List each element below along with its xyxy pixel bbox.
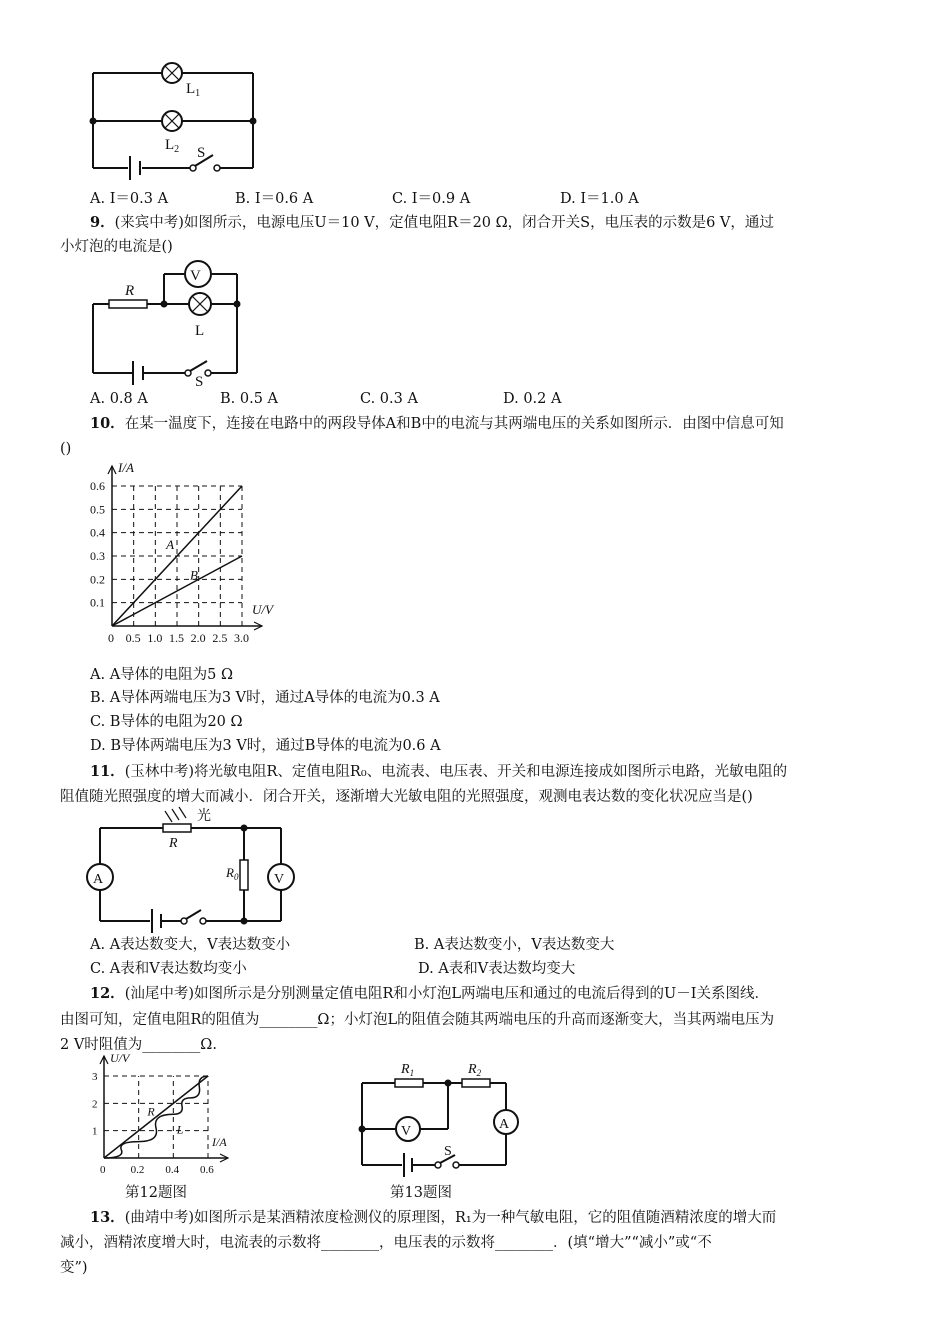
svg-text:V: V [401,1124,412,1139]
ammeter-icon [494,1110,518,1134]
x-tick-label: 1.0 [147,631,163,645]
voltmeter-icon [396,1117,420,1141]
q11-stem-line1: 11．(玉林中考)将光敏电阻R、定值电阻R₀、电流表、电压表、开关和电源连接成如图所示电路，光敏电阻的 [90,763,788,780]
y-tick-label: 0.4 [90,525,105,540]
q11-option-a: A. A表达数变大，V表达数变小 [90,937,291,953]
label-r0: $R_0$ [226,865,239,882]
x-tick-label: 2.5 [212,631,228,645]
q12-stem-line1: 12．(汕尾中考)如图所示是分别测量定值电阻R和小灯泡L两端电压和通过的电流后得到的U－I关系图线． [90,985,769,1002]
label-s: S [444,1144,452,1159]
y-tick-label: 2 [92,1098,98,1111]
q8-option-b: B. I＝0.6 A [235,191,314,207]
label-light: 光 [197,809,211,824]
x-axis-title: U/V [252,602,273,617]
lamp-l-icon [189,293,211,315]
q9-option-c: C. 0.3 A [360,391,418,407]
q9-option-a: A. 0.8 A [90,391,148,407]
q13-stem-line1: 13．(曲靖中考)如图所示是某酒精浓度检测仪的原理图，R₁为一种气敏电阻，它的阻值随酒精浓度的增大而 [90,1209,777,1226]
label-r: R [125,283,135,299]
q11-option-d: D. A表和V表达数均变大 [418,961,576,977]
y-tick-label: 0.6 [90,479,105,493]
x-tick-label: 0.6 [200,1164,214,1176]
label-r2: $R_2$ [468,1062,482,1078]
series-label-l: L [176,1122,184,1137]
y-axis-title: I/A [118,460,134,475]
q12-ui-chart [85,1051,245,1176]
y-tick-label: 1 [92,1125,98,1138]
label-r1: $R_1$ [401,1062,415,1078]
resistor-r2 [462,1079,490,1087]
series-label-b: B [190,567,198,583]
q13-stem-line2: 减小，酒精浓度增大时，电流表的示数将________，电压表的示数将________．(填“增大”“减小”或“不 [60,1235,712,1251]
svg-text:A: A [499,1117,510,1132]
q13-stem-line3: 变”) [60,1260,88,1276]
x-tick-label: 0.4 [165,1164,180,1176]
y-tick-label: 0.2 [90,572,105,587]
q8-option-c: C. I＝0.9 A [392,191,471,207]
label-l2: $L_2$ [165,137,180,155]
svg-text:V: V [190,268,201,284]
photoresistor-r [163,824,191,832]
q10-iu-chart [85,455,295,645]
label-s: S [195,374,204,390]
y-axis-title: U/V [110,1051,130,1065]
x-tick-label: 0.5 [125,631,141,645]
x-tick-label: 2.0 [190,631,206,645]
label-l1: $L_1$ [186,81,201,99]
x-tick-label: 0 [100,1164,106,1176]
x-axis-title: I/A [212,1135,227,1149]
lamp-l2-icon [162,111,182,131]
q10-stem-line2: () [60,441,72,457]
q11-option-c: C. A表和V表达数均变小 [90,961,247,977]
q13-circuit-diagram [355,1055,530,1180]
q9-stem-line1: 9．(来宾中考)如图所示，电源电压U＝10 V，定值电阻R＝20 Ω，闭合开关S，电压表的示数是6 V，通过 [90,214,774,231]
label-l: L [195,323,205,339]
y-tick-label: 3 [92,1071,98,1083]
resistor-r0 [240,860,248,890]
x-tick-label: 0 [108,631,114,645]
resistor-r [109,300,147,308]
ammeter-icon [87,864,113,890]
q9-option-d: D. 0.2 A [503,391,562,407]
q11-circuit-diagram [85,805,305,935]
q8-option-a: A. I＝0.3 A [90,191,169,207]
lamp-l1-icon [162,63,182,83]
q10-option-d: D. B导体两端电压为3 V时，通过B导体的电流为0.6 A [90,738,441,754]
q9-option-b: B. 0.5 A [220,391,279,407]
series-label-r: R [147,1104,155,1119]
y-tick-label: 0.3 [90,549,105,563]
q9-circuit-diagram [80,260,260,390]
x-tick-label: 1.5 [169,631,184,645]
x-tick-label: 0.2 [130,1164,145,1176]
q8-option-d: D. I＝1.0 A [560,191,639,207]
series-label-a: A [166,537,175,552]
q10-option-a: A. A导体的电阻为5 Ω [90,667,234,683]
q12-figure-caption: 第12题图 [125,1185,187,1201]
q11-option-b: B. A表达数变小，V表达数变大 [414,937,615,953]
q8-circuit-diagram [80,55,270,180]
voltmeter-icon [268,864,294,890]
resistor-r1 [395,1079,423,1087]
q10-stem-line1: 10．在某一温度下，连接在电路中的两段导体A和B中的电流与其两端电压的关系如图所示．由图中信息可知 [90,415,784,432]
y-tick-label: 0.5 [90,502,105,517]
q9-stem-line2: 小灯泡的电流是() [60,239,173,255]
label-r: R [169,836,178,851]
svg-text:V: V [274,872,285,887]
series-line-r [104,1076,208,1158]
q13-figure-caption: 第13题图 [390,1185,452,1201]
q11-stem-line2: 阻值随光照强度的增大而减小．闭合开关，逐渐增大光敏电阻的光照强度，观测电表达数的变化状况应当是() [60,789,753,805]
q10-option-b: B. A导体两端电压为3 V时，通过A导体的电流为0.3 A [90,690,440,706]
q10-option-c: C. B导体的电阻为20 Ω [90,714,243,730]
q12-stem-line3: 2 V时阻值为________Ω. [60,1037,217,1053]
x-tick-label: 3.0 [234,631,249,645]
label-s: S [197,145,206,161]
svg-text:A: A [93,872,104,887]
voltmeter-icon [185,261,211,287]
q12-stem-line2: 由图可知，定值电阻R的阻值为________Ω；小灯泡L的阻值会随其两端电压的升高而逐渐变大，当其两端电压为 [60,1012,775,1028]
y-tick-label: 0.1 [90,595,105,610]
